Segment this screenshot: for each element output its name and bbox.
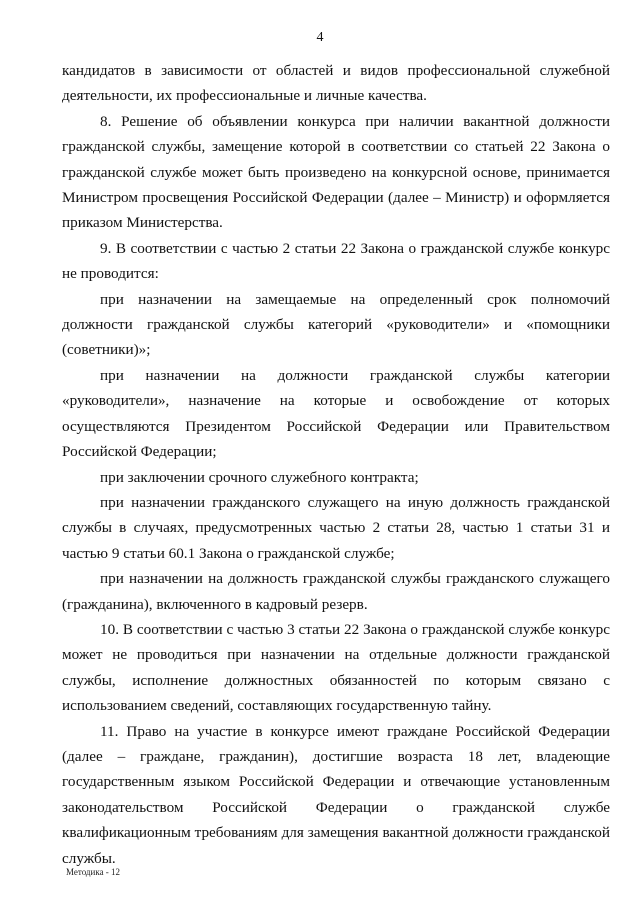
paragraph-item-9-bullet-3: при заключении срочного служебного контракта; bbox=[100, 468, 419, 486]
document-body bbox=[62, 58, 610, 871]
paragraph-item-9-bullet-1: при назначении на замещаемые на определенный срок полномочий должности гражданской службы категорий «руководители» и «помощники (советники)»; bbox=[62, 290, 610, 359]
page-number: 4 bbox=[316, 30, 324, 45]
paragraph-continuation: кандидатов в зависимости от областей и видов профессиональной служебной деятельности, их профессиональные и личные качества. bbox=[62, 62, 610, 105]
paragraph-item-9-bullet-4: при назначении гражданского служащего на иную должность гражданской службы в случаях, предусмотренных частью 2 статьи 28, частью 1 статьи 31 и частью 9 статьи 60.1 Закона о гражданской службе; bbox=[62, 493, 610, 562]
paragraph-item-10: 10. В соответствии с частью 3 статьи 22 Закона о гражданской службе конкурс может не проводиться при назначении на отдельные должности гражданской службы, исполнение должностных обязанностей по которым связано с использованием сведений, составляющих государственную тайну. bbox=[62, 620, 610, 715]
footer-label: Методика - 12 bbox=[66, 867, 121, 877]
paragraph-item-8: 8. Решение об объявлении конкурса при наличии вакантной должности гражданской службы, замещение которой в соответствии со статьей 22 Закона о гражданской службе может быть произведено на конкурсной основе, принимается Министром просвещения Российской Федерации (далее – Министр) и оформляется приказом Министерства. bbox=[62, 112, 610, 232]
paragraph-item-9-bullet-5: при назначении на должность гражданской службы гражданского служащего (гражданина), включенного в кадровый резерв. bbox=[62, 570, 610, 613]
paragraph-item-11: 11. Право на участие в конкурсе имеют граждане Российской Федерации (далее – граждане, гражданин), достигшие возраста 18 лет, владеющие государственным языком Российской Федерации и отвечающие установленным законодательством Российской Федерации о гражданской службе квалификационным требованиям для замещения вакантной должности гражданской службы. bbox=[62, 722, 610, 867]
paragraph-item-9-bullet-2: при назначении на должности гражданской службы категории «руководители», назначение на которые и освобождение от которых осуществляются Президентом Российской Федерации или Правительством Российской Федерации; bbox=[62, 366, 610, 461]
paragraph-item-9: 9. В соответствии с частью 2 статьи 22 Закона о гражданской службе конкурс не проводится: bbox=[62, 239, 610, 283]
